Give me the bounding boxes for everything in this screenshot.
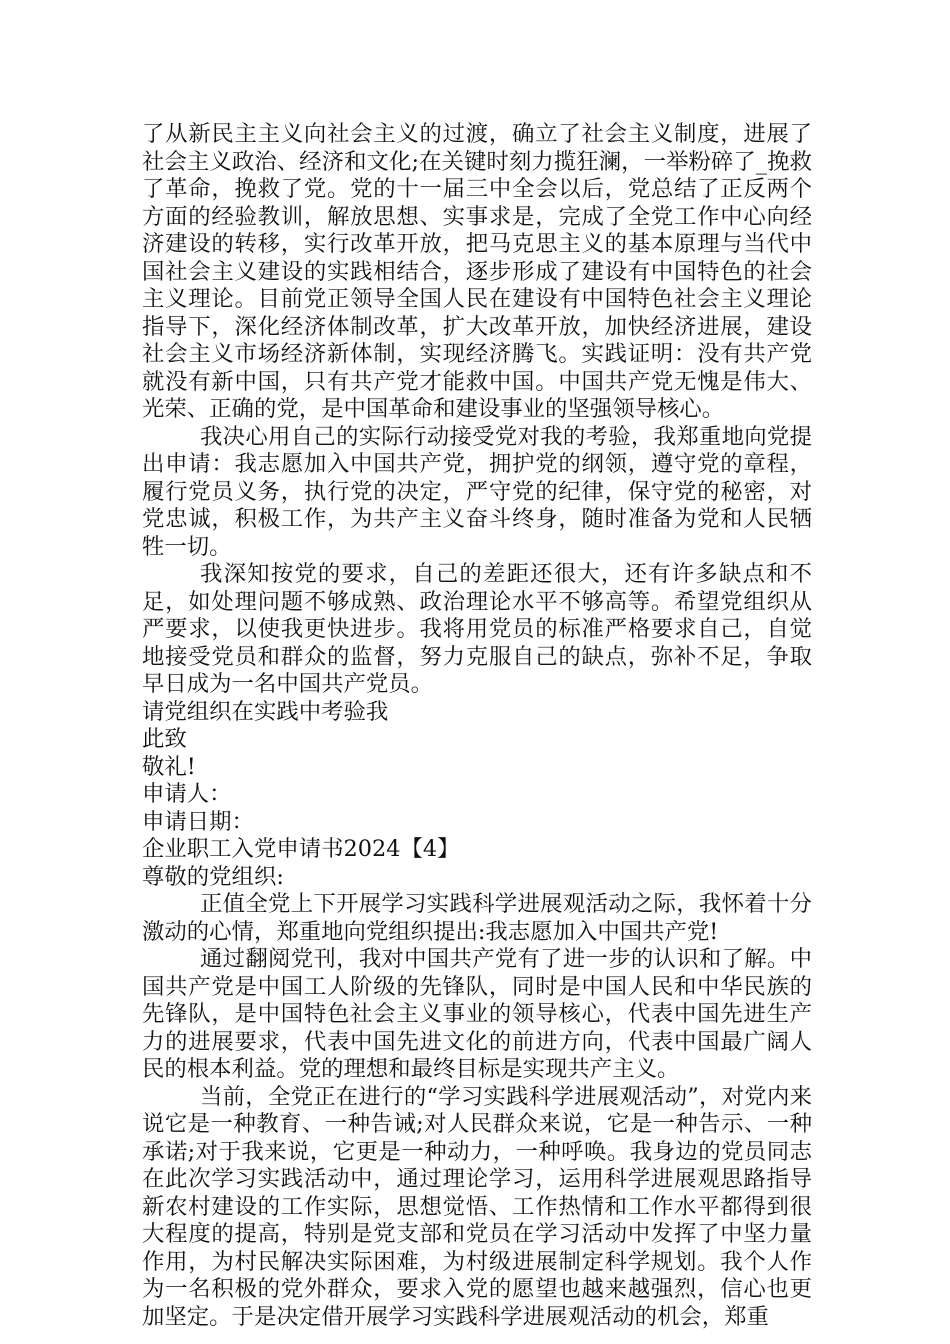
body2-paragraph-current: 当前，全党正在进行的“学习实践科学进展观活动”，对党内来说它是一种教育、一种告诫;对人民群众来说，它是一种告示、一种承诺;对于我来说，它更是一种动力，一种呼唤。我身边的党员同志在此次学习实践活动中，通过理论学习，运用科学进展观思路指导新农村建设的工作实际，思想觉悟、工作热情和工作水平都得到很大程度的提高，特别是党支部和党员在学习活动中发挥了中坚力量作用，为村民解决实际困难，为村级进展制定科学规划。我个人作为一名积极的党外群众，要求入党的愿望也越来越强烈，信心也更加坚定。于是决定借开展学习实践科学进展观活动的机会，郑重 (142, 1083, 812, 1330)
applicant-label: 申请人： (142, 781, 232, 807)
application-date-label: 申请日期： (142, 808, 254, 835)
body-paragraph-shortcomings: 我深知按党的要求，自己的差距还很大，还有许多缺点和不足，如处理问题不够成熟、政治理论水平不够高等。希望党组织从严要求，以使我更快进步。我将用党员的标准严格要求自己，自觉地接受党员和群众的监督，努力克服自己的缺点，弥补不足，争取早日成为一名中国共产党员。 (142, 561, 812, 697)
body-paragraph-resolution: 我决心用自己的实际行动接受党对我的考验，我郑重地向党提出申请：我志愿加入中国共产党，拥护党的纲领，遵守党的章程，履行党员义务，执行党的决定，严守党的纪律，保守党的秘密，对党忠诚，积极工作，为共产主义奋斗终身，随时准备为党和人民牺牲一切。 (142, 423, 812, 560)
body-paragraph-continuation: 了从新民主主义向社会主义的过渡，确立了社会主义制度，进展了社会主义政治、经济和文化;在关键时刻力揽狂澜，一举粉碎了_挽救了革命，挽救了党。党的十一届三中全会以后，党总结了正反两个方面的经验教训，解放思想、实事求是，完成了全党工作中心向经济建设的转移，实行改革开放，把马克思主义的基本原理与当代中国社会主义建设的实践相结合，逐步形成了建设有中国特色的社会主义理论。目前党正领导全国人民在建设有中国特色社会主义理论指导下，深化经济体制改革，扩大改革开放，加快经济进展，建设社会主义市场经济新体制，实现经济腾飞。实践证明：没有共产党就没有新中国，只有共产党才能救中国。中国共产党无愧是伟大、光荣、正确的党，是中国革命和建设事业的坚强领导核心。 (142, 121, 812, 422)
section-title: 企业职工入党申请书2024【4】 (142, 836, 460, 862)
salutation: 尊敬的党组织: (142, 863, 284, 890)
closing-line-request: 请党组织在实践中考验我 (142, 698, 389, 725)
body2-paragraph-understanding: 通过翻阅党刊，我对中国共产党有了进一步的认识和了解。中国共产党是中国工人阶级的先锋队，同时是中国人民和中华民族的先锋队，是中国特色社会主义事业的领导核心，代表中国先进生产力的进展要求，代表中国先进文化的前进方向，代表中国最广阔人民的根本利益。党的理想和最终目标是实现共产主义。 (142, 946, 812, 1082)
document-body (142, 121, 812, 1331)
closing-line-jingli: 敬礼! (142, 753, 196, 780)
closing-line-cizhi: 此致 (142, 726, 187, 752)
body2-paragraph-intro: 正值全党上下开展学习实践科学进展观活动之际，我怀着十分激动的心情，郑重地向党组织提出:我志愿加入中国共产党! (142, 891, 812, 945)
